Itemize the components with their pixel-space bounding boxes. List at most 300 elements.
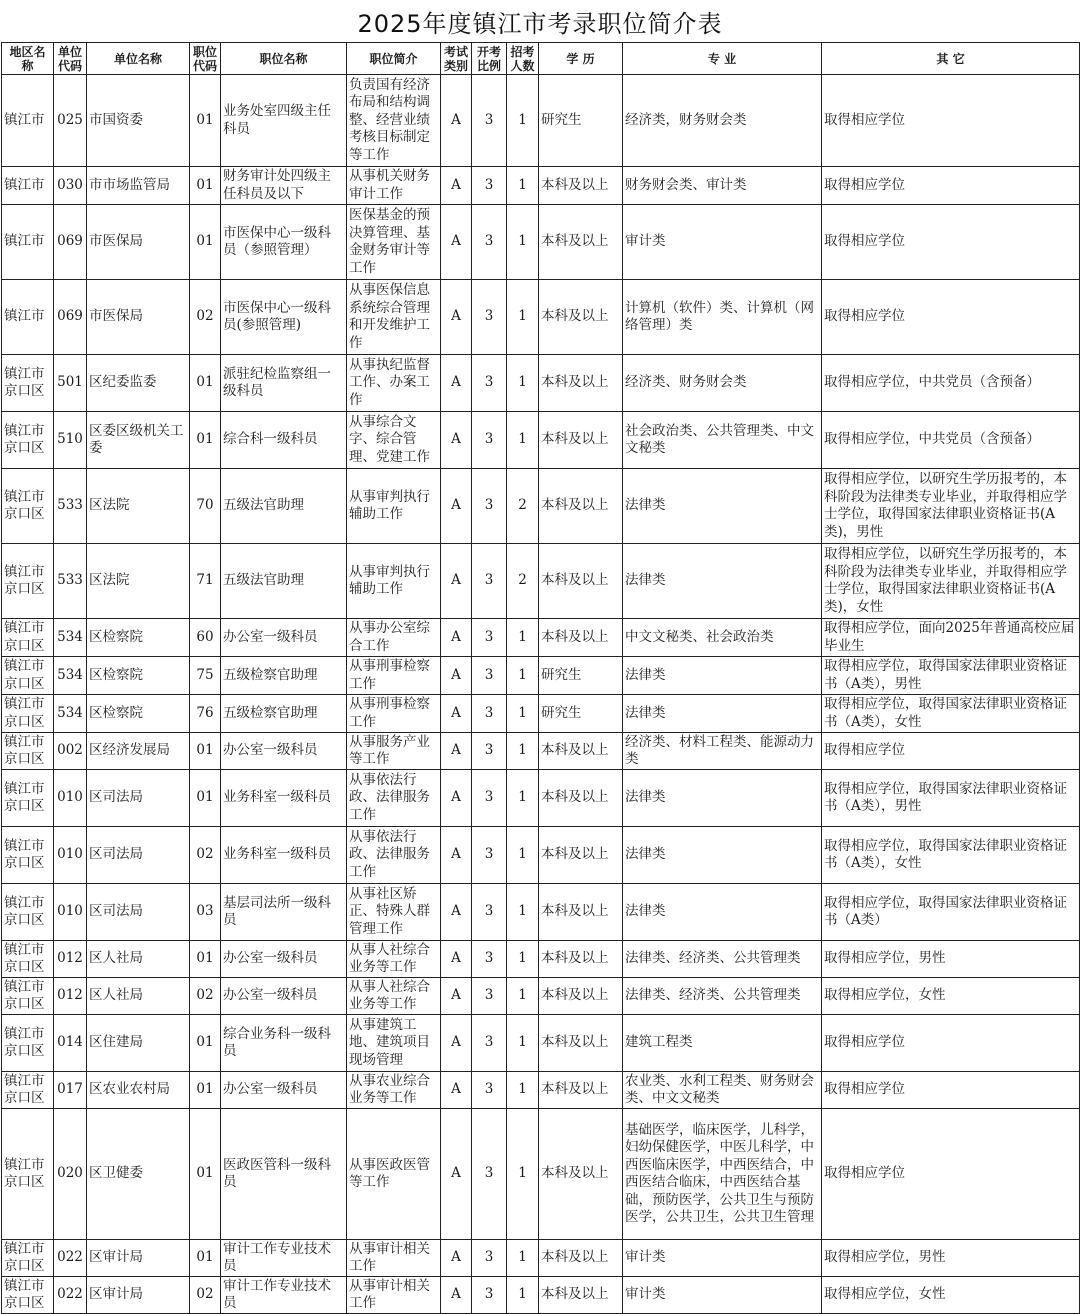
cell-region: 镇江市 xyxy=(2,205,54,280)
cell-hire-count: 2 xyxy=(507,544,539,619)
cell-exam-type: A xyxy=(441,205,472,280)
cell-exam-type: A xyxy=(441,412,472,469)
cell-education: 本科及以上 xyxy=(539,1277,623,1314)
cell-exam-type: A xyxy=(441,469,472,544)
cell-position-name: 办公室一级科员 xyxy=(221,978,347,1015)
cell-position-name: 办公室一级科员 xyxy=(221,733,347,770)
cell-unit-code: 533 xyxy=(54,469,87,544)
cell-region: 镇江市京口区 xyxy=(2,827,54,884)
cell-ratio: 3 xyxy=(472,695,507,733)
cell-unit-name: 区委区级机关工委 xyxy=(87,412,190,469)
table-row xyxy=(2,469,1080,544)
cell-ratio: 3 xyxy=(472,167,507,205)
cell-position-code: 60 xyxy=(190,619,221,657)
cell-education: 本科及以上 xyxy=(539,469,623,544)
cell-major: 法律类 xyxy=(623,657,822,695)
cell-unit-code: 014 xyxy=(54,1015,87,1072)
cell-ratio: 3 xyxy=(472,1015,507,1072)
cell-exam-type: A xyxy=(441,770,472,827)
cell-unit-code: 022 xyxy=(54,1277,87,1314)
cell-ratio: 3 xyxy=(472,280,507,355)
cell-position-intro: 从事执纪监督工作、办案工作 xyxy=(347,355,441,412)
table-row xyxy=(2,280,1080,355)
cell-education: 研究生 xyxy=(539,695,623,733)
cell-unit-code: 010 xyxy=(54,884,87,941)
cell-position-code: 01 xyxy=(190,355,221,412)
cell-position-intro: 从事刑事检察工作 xyxy=(347,657,441,695)
cell-position-intro: 从事审计相关工作 xyxy=(347,1240,441,1277)
header-position-name: 职位名称 xyxy=(221,43,347,75)
cell-position-name: 业务科室一级科员 xyxy=(221,770,347,827)
cell-other: 取得相应学位，取得国家法律职业资格证书（A类），男性 xyxy=(822,657,1080,695)
cell-major: 农业类、水利工程类、财务财会类、中文文秘类 xyxy=(623,1072,822,1109)
cell-position-code: 02 xyxy=(190,1277,221,1314)
cell-unit-name: 区审计局 xyxy=(87,1277,190,1314)
cell-other: 取得相应学位，女性 xyxy=(822,978,1080,1015)
cell-hire-count: 1 xyxy=(507,770,539,827)
cell-region: 镇江市京口区 xyxy=(2,1072,54,1109)
cell-unit-name: 市国资委 xyxy=(87,75,190,167)
table-row xyxy=(2,884,1080,941)
cell-education: 本科及以上 xyxy=(539,205,623,280)
cell-unit-code: 534 xyxy=(54,695,87,733)
cell-position-code: 01 xyxy=(190,167,221,205)
cell-position-code: 02 xyxy=(190,978,221,1015)
cell-position-name: 五级检察官助理 xyxy=(221,657,347,695)
cell-other: 取得相应学位，取得国家法律职业资格证书（A类），女性 xyxy=(822,695,1080,733)
cell-unit-code: 533 xyxy=(54,544,87,619)
cell-unit-code: 010 xyxy=(54,827,87,884)
header-unit-code: 单位代码 xyxy=(54,43,87,75)
cell-unit-code: 534 xyxy=(54,657,87,695)
cell-position-name: 派驻纪检监察组一级科员 xyxy=(221,355,347,412)
cell-ratio: 3 xyxy=(472,827,507,884)
cell-exam-type: A xyxy=(441,941,472,978)
cell-ratio: 3 xyxy=(472,205,507,280)
table-row xyxy=(2,1072,1080,1109)
cell-exam-type: A xyxy=(441,657,472,695)
cell-unit-name: 区法院 xyxy=(87,469,190,544)
cell-other: 取得相应学位，女性 xyxy=(822,1277,1080,1314)
cell-ratio: 3 xyxy=(472,941,507,978)
cell-major: 法律类、经济类、公共管理类 xyxy=(623,941,822,978)
cell-education: 本科及以上 xyxy=(539,1109,623,1240)
cell-hire-count: 1 xyxy=(507,1277,539,1314)
cell-position-name: 综合业务科一级科员 xyxy=(221,1015,347,1072)
cell-hire-count: 1 xyxy=(507,412,539,469)
cell-position-name: 五级检察官助理 xyxy=(221,695,347,733)
cell-hire-count: 1 xyxy=(507,205,539,280)
cell-exam-type: A xyxy=(441,355,472,412)
cell-position-intro: 从事服务产业等工作 xyxy=(347,733,441,770)
cell-position-code: 71 xyxy=(190,544,221,619)
table-row xyxy=(2,1240,1080,1277)
cell-education: 本科及以上 xyxy=(539,355,623,412)
cell-major: 法律类 xyxy=(623,544,822,619)
cell-hire-count: 1 xyxy=(507,884,539,941)
cell-ratio: 3 xyxy=(472,657,507,695)
cell-education: 本科及以上 xyxy=(539,884,623,941)
header-education: 学 历 xyxy=(539,43,623,75)
cell-position-code: 01 xyxy=(190,1015,221,1072)
cell-major: 经济类、财务财会类 xyxy=(623,355,822,412)
header-position-code: 职位代码 xyxy=(190,43,221,75)
cell-position-code: 02 xyxy=(190,280,221,355)
cell-position-name: 财务审计处四级主任科员及以下 xyxy=(221,167,347,205)
cell-position-intro: 医保基金的预决算管理、基金财务审计等工作 xyxy=(347,205,441,280)
cell-position-name: 市医保中心一级科员(参照管理) xyxy=(221,280,347,355)
cell-unit-code: 025 xyxy=(54,75,87,167)
cell-region: 镇江市 xyxy=(2,167,54,205)
cell-position-name: 业务科室一级科员 xyxy=(221,827,347,884)
cell-unit-name: 区卫健委 xyxy=(87,1109,190,1240)
cell-exam-type: A xyxy=(441,544,472,619)
cell-unit-code: 010 xyxy=(54,770,87,827)
cell-region: 镇江市京口区 xyxy=(2,469,54,544)
cell-exam-type: A xyxy=(441,1072,472,1109)
cell-unit-code: 002 xyxy=(54,733,87,770)
cell-education: 本科及以上 xyxy=(539,770,623,827)
cell-ratio: 3 xyxy=(472,1072,507,1109)
cell-education: 本科及以上 xyxy=(539,978,623,1015)
cell-unit-code: 069 xyxy=(54,280,87,355)
cell-other: 取得相应学位，取得国家法律职业资格证书（A类），男性 xyxy=(822,770,1080,827)
cell-other: 取得相应学位，以研究生学历报考的，本科阶段为法律类专业毕业，并取得相应学士学位，取得国家法律职业资格证书(A类)，男性 xyxy=(822,469,1080,544)
cell-other: 取得相应学位，中共党员（含预备） xyxy=(822,412,1080,469)
cell-hire-count: 1 xyxy=(507,1015,539,1072)
cell-unit-code: 510 xyxy=(54,412,87,469)
cell-region: 镇江市 xyxy=(2,280,54,355)
cell-unit-code: 017 xyxy=(54,1072,87,1109)
cell-exam-type: A xyxy=(441,280,472,355)
cell-other: 取得相应学位 xyxy=(822,75,1080,167)
cell-region: 镇江市京口区 xyxy=(2,412,54,469)
cell-position-code: 03 xyxy=(190,884,221,941)
cell-education: 本科及以上 xyxy=(539,619,623,657)
cell-hire-count: 1 xyxy=(507,733,539,770)
cell-position-code: 01 xyxy=(190,1072,221,1109)
cell-education: 本科及以上 xyxy=(539,733,623,770)
table-row xyxy=(2,544,1080,619)
table-row xyxy=(2,619,1080,657)
header-major: 专 业 xyxy=(623,43,822,75)
cell-unit-code: 030 xyxy=(54,167,87,205)
cell-unit-name: 区司法局 xyxy=(87,827,190,884)
table-row xyxy=(2,1277,1080,1314)
cell-other: 取得相应学位 xyxy=(822,733,1080,770)
cell-position-code: 01 xyxy=(190,770,221,827)
cell-position-intro: 从事人社综合业务等工作 xyxy=(347,978,441,1015)
cell-ratio: 3 xyxy=(472,1109,507,1240)
cell-major: 审计类 xyxy=(623,1277,822,1314)
cell-unit-name: 区农业农村局 xyxy=(87,1072,190,1109)
cell-other: 取得相应学位 xyxy=(822,280,1080,355)
cell-position-intro: 从事人社综合业务等工作 xyxy=(347,941,441,978)
cell-major: 建筑工程类 xyxy=(623,1015,822,1072)
cell-unit-name: 区检察院 xyxy=(87,619,190,657)
cell-other: 取得相应学位，面向2025年普通高校应届毕业生 xyxy=(822,619,1080,657)
table-row xyxy=(2,978,1080,1015)
cell-hire-count: 1 xyxy=(507,1240,539,1277)
cell-unit-code: 501 xyxy=(54,355,87,412)
cell-position-name: 办公室一级科员 xyxy=(221,619,347,657)
cell-exam-type: A xyxy=(441,884,472,941)
cell-position-intro: 从事医保信息系统综合管理和开发维护工作 xyxy=(347,280,441,355)
cell-exam-type: A xyxy=(441,619,472,657)
cell-ratio: 3 xyxy=(472,1277,507,1314)
cell-position-name: 五级法官助理 xyxy=(221,469,347,544)
cell-unit-name: 区审计局 xyxy=(87,1240,190,1277)
table-row xyxy=(2,1015,1080,1072)
cell-position-name: 办公室一级科员 xyxy=(221,1072,347,1109)
cell-region: 镇江市京口区 xyxy=(2,1240,54,1277)
cell-major: 财务财会类、审计类 xyxy=(623,167,822,205)
cell-hire-count: 1 xyxy=(507,75,539,167)
cell-position-intro: 从事审判执行辅助工作 xyxy=(347,544,441,619)
cell-unit-name: 区司法局 xyxy=(87,884,190,941)
cell-region: 镇江市京口区 xyxy=(2,733,54,770)
table-row xyxy=(2,205,1080,280)
cell-region: 镇江市京口区 xyxy=(2,544,54,619)
cell-position-code: 70 xyxy=(190,469,221,544)
cell-position-intro: 从事社区矫正、特殊人群管理工作 xyxy=(347,884,441,941)
cell-ratio: 3 xyxy=(472,469,507,544)
cell-education: 本科及以上 xyxy=(539,827,623,884)
positions-table xyxy=(1,42,1080,1314)
cell-region: 镇江市京口区 xyxy=(2,355,54,412)
table-row xyxy=(2,167,1080,205)
cell-position-intro: 从事机关财务审计工作 xyxy=(347,167,441,205)
cell-other: 取得相应学位，取得国家法律职业资格证书（A类） xyxy=(822,884,1080,941)
cell-hire-count: 1 xyxy=(507,280,539,355)
cell-unit-name: 区法院 xyxy=(87,544,190,619)
cell-hire-count: 2 xyxy=(507,469,539,544)
cell-other: 取得相应学位 xyxy=(822,1072,1080,1109)
cell-position-name: 审计工作专业技术员 xyxy=(221,1277,347,1314)
cell-position-name: 五级法官助理 xyxy=(221,544,347,619)
cell-education: 本科及以上 xyxy=(539,1072,623,1109)
cell-hire-count: 1 xyxy=(507,1072,539,1109)
cell-education: 本科及以上 xyxy=(539,280,623,355)
cell-major: 法律类 xyxy=(623,695,822,733)
cell-major: 计算机（软件）类、计算机（网络管理）类 xyxy=(623,280,822,355)
cell-position-intro: 从事综合文字、综合管理、党建工作 xyxy=(347,412,441,469)
table-row xyxy=(2,695,1080,733)
cell-exam-type: A xyxy=(441,733,472,770)
cell-exam-type: A xyxy=(441,695,472,733)
cell-education: 本科及以上 xyxy=(539,941,623,978)
cell-education: 本科及以上 xyxy=(539,544,623,619)
cell-education: 本科及以上 xyxy=(539,167,623,205)
cell-unit-name: 市市场监管局 xyxy=(87,167,190,205)
cell-position-name: 办公室一级科员 xyxy=(221,941,347,978)
cell-major: 社会政治类、公共管理类、中文文秘类 xyxy=(623,412,822,469)
cell-unit-name: 区人社局 xyxy=(87,941,190,978)
cell-unit-name: 区人社局 xyxy=(87,978,190,1015)
cell-region: 镇江市京口区 xyxy=(2,657,54,695)
cell-unit-name: 区检察院 xyxy=(87,657,190,695)
table-row xyxy=(2,355,1080,412)
cell-position-code: 01 xyxy=(190,75,221,167)
cell-exam-type: A xyxy=(441,1109,472,1240)
cell-education: 本科及以上 xyxy=(539,1240,623,1277)
cell-ratio: 3 xyxy=(472,1240,507,1277)
cell-exam-type: A xyxy=(441,75,472,167)
cell-ratio: 3 xyxy=(472,770,507,827)
cell-unit-name: 区司法局 xyxy=(87,770,190,827)
cell-position-intro: 从事审判执行辅助工作 xyxy=(347,469,441,544)
cell-region: 镇江市京口区 xyxy=(2,1277,54,1314)
cell-hire-count: 1 xyxy=(507,1109,539,1240)
header-region: 地区名称 xyxy=(2,43,54,75)
cell-hire-count: 1 xyxy=(507,355,539,412)
table-row xyxy=(2,770,1080,827)
cell-unit-code: 534 xyxy=(54,619,87,657)
cell-exam-type: A xyxy=(441,1240,472,1277)
cell-unit-code: 012 xyxy=(54,978,87,1015)
cell-education: 研究生 xyxy=(539,657,623,695)
cell-position-code: 76 xyxy=(190,695,221,733)
cell-major: 中文文秘类、社会政治类 xyxy=(623,619,822,657)
cell-unit-name: 区经济发展局 xyxy=(87,733,190,770)
cell-unit-name: 区住建局 xyxy=(87,1015,190,1072)
cell-position-code: 01 xyxy=(190,1109,221,1240)
cell-major: 法律类 xyxy=(623,469,822,544)
cell-education: 本科及以上 xyxy=(539,412,623,469)
cell-other: 取得相应学位，以研究生学历报考的，本科阶段为法律类专业毕业，并取得相应学士学位，取得国家法律职业资格证书(A类)，女性 xyxy=(822,544,1080,619)
cell-position-intro: 从事办公室综合工作 xyxy=(347,619,441,657)
cell-unit-code: 069 xyxy=(54,205,87,280)
cell-major: 审计类 xyxy=(623,205,822,280)
cell-position-code: 02 xyxy=(190,827,221,884)
cell-major: 法律类 xyxy=(623,884,822,941)
cell-other: 取得相应学位，男性 xyxy=(822,1240,1080,1277)
cell-other: 取得相应学位，男性 xyxy=(822,941,1080,978)
cell-major: 法律类 xyxy=(623,770,822,827)
cell-unit-name: 市医保局 xyxy=(87,280,190,355)
header-unit-name: 单位名称 xyxy=(87,43,190,75)
cell-position-intro: 从事建筑工地、建筑项目现场管理 xyxy=(347,1015,441,1072)
cell-position-intro: 从事农业综合业务等工作 xyxy=(347,1072,441,1109)
cell-education: 研究生 xyxy=(539,75,623,167)
header-ratio: 开考比例 xyxy=(472,43,507,75)
cell-hire-count: 1 xyxy=(507,978,539,1015)
cell-region: 镇江市京口区 xyxy=(2,978,54,1015)
cell-position-code: 01 xyxy=(190,733,221,770)
cell-position-name: 审计工作专业技术员 xyxy=(221,1240,347,1277)
cell-position-intro: 从事刑事检察工作 xyxy=(347,695,441,733)
cell-hire-count: 1 xyxy=(507,619,539,657)
table-row xyxy=(2,733,1080,770)
cell-hire-count: 1 xyxy=(507,657,539,695)
cell-ratio: 3 xyxy=(472,978,507,1015)
cell-hire-count: 1 xyxy=(507,695,539,733)
cell-region: 镇江市京口区 xyxy=(2,941,54,978)
cell-position-intro: 从事审计相关工作 xyxy=(347,1277,441,1314)
cell-region: 镇江市京口区 xyxy=(2,884,54,941)
cell-position-code: 01 xyxy=(190,1240,221,1277)
cell-region: 镇江市 xyxy=(2,75,54,167)
cell-position-name: 医政医管科一级科员 xyxy=(221,1109,347,1240)
cell-exam-type: A xyxy=(441,1277,472,1314)
table-row xyxy=(2,941,1080,978)
cell-position-code: 01 xyxy=(190,205,221,280)
cell-ratio: 3 xyxy=(472,75,507,167)
cell-ratio: 3 xyxy=(472,733,507,770)
cell-position-intro: 从事依法行政、法律服务工作 xyxy=(347,770,441,827)
table-row xyxy=(2,657,1080,695)
cell-unit-name: 区纪委监委 xyxy=(87,355,190,412)
header-position-intro: 职位简介 xyxy=(347,43,441,75)
header-exam-type: 考试类别 xyxy=(441,43,472,75)
cell-ratio: 3 xyxy=(472,544,507,619)
table-row xyxy=(2,1109,1080,1240)
header-other: 其 它 xyxy=(822,43,1080,75)
cell-major: 法律类、经济类、公共管理类 xyxy=(623,978,822,1015)
cell-major: 基础医学，临床医学，儿科学，妇幼保健医学，中医儿科学，中西医临床医学，中西医结合，中西医结合临床，中西医结合基础，预防医学，公共卫生与预防医学，公共卫生，公共卫生管理 xyxy=(623,1109,822,1240)
cell-hire-count: 1 xyxy=(507,167,539,205)
cell-exam-type: A xyxy=(441,1015,472,1072)
cell-position-name: 综合科一级科员 xyxy=(221,412,347,469)
header-row xyxy=(2,43,1080,75)
cell-ratio: 3 xyxy=(472,412,507,469)
table-row xyxy=(2,412,1080,469)
cell-other: 取得相应学位 xyxy=(822,1015,1080,1072)
cell-position-code: 01 xyxy=(190,412,221,469)
cell-position-intro: 负责国有经济布局和结构调整、经营业绩考核目标制定等工作 xyxy=(347,75,441,167)
cell-education: 本科及以上 xyxy=(539,1015,623,1072)
cell-region: 镇江市京口区 xyxy=(2,695,54,733)
cell-unit-code: 022 xyxy=(54,1240,87,1277)
cell-unit-name: 市医保局 xyxy=(87,205,190,280)
cell-ratio: 3 xyxy=(472,619,507,657)
header-hire-count: 招考人数 xyxy=(507,43,539,75)
cell-unit-code: 020 xyxy=(54,1109,87,1240)
cell-other: 取得相应学位 xyxy=(822,1109,1080,1240)
cell-position-code: 01 xyxy=(190,941,221,978)
cell-position-code: 75 xyxy=(190,657,221,695)
cell-exam-type: A xyxy=(441,167,472,205)
cell-hire-count: 1 xyxy=(507,941,539,978)
cell-exam-type: A xyxy=(441,827,472,884)
cell-other: 取得相应学位 xyxy=(822,205,1080,280)
table-row xyxy=(2,827,1080,884)
cell-ratio: 3 xyxy=(472,355,507,412)
cell-major: 审计类 xyxy=(623,1240,822,1277)
cell-position-name: 业务处室四级主任科员 xyxy=(221,75,347,167)
cell-region: 镇江市京口区 xyxy=(2,619,54,657)
cell-major: 经济类，财务财会类 xyxy=(623,75,822,167)
cell-other: 取得相应学位 xyxy=(822,167,1080,205)
cell-exam-type: A xyxy=(441,978,472,1015)
cell-position-intro: 从事医政医管等工作 xyxy=(347,1109,441,1240)
cell-other: 取得相应学位，取得国家法律职业资格证书（A类），女性 xyxy=(822,827,1080,884)
cell-position-name: 市医保中心一级科员（参照管理） xyxy=(221,205,347,280)
page-title: 2025年度镇江市考录职位简介表 xyxy=(357,9,723,38)
cell-major: 法律类 xyxy=(623,827,822,884)
cell-region: 镇江市京口区 xyxy=(2,770,54,827)
cell-unit-name: 区检察院 xyxy=(87,695,190,733)
cell-position-name: 基层司法所一级科员 xyxy=(221,884,347,941)
cell-major: 经济类、材料工程类、能源动力类 xyxy=(623,733,822,770)
cell-unit-code: 012 xyxy=(54,941,87,978)
cell-other: 取得相应学位，中共党员（含预备） xyxy=(822,355,1080,412)
cell-region: 镇江市京口区 xyxy=(2,1109,54,1240)
table-row xyxy=(2,75,1080,167)
cell-position-intro: 从事依法行政、法律服务工作 xyxy=(347,827,441,884)
cell-region: 镇江市京口区 xyxy=(2,1015,54,1072)
cell-hire-count: 1 xyxy=(507,827,539,884)
